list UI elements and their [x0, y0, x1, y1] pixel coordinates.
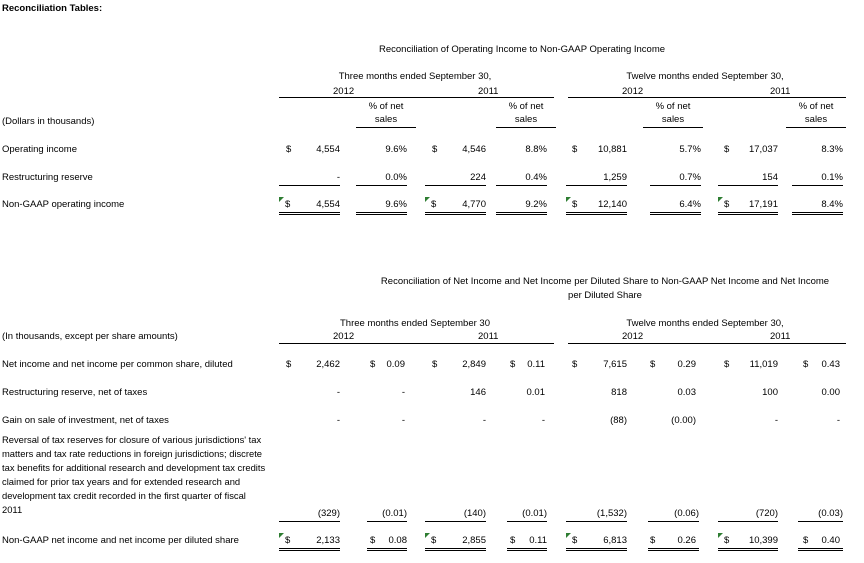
- currency-symbol: $: [286, 144, 292, 155]
- table1-row-label: Operating income: [2, 144, 77, 155]
- table-cell: 10,399: [748, 535, 778, 546]
- currency-symbol: $: [572, 199, 578, 210]
- table-cell: 0.01: [526, 387, 545, 398]
- table-cell: 100: [762, 387, 778, 398]
- table-cell: -: [401, 415, 405, 426]
- currency-symbol: $: [285, 535, 291, 546]
- table-cell: 0.7%: [650, 172, 701, 186]
- table-cell: 6,813: [603, 535, 627, 546]
- table-cell: (140): [425, 508, 486, 522]
- table-cell: 0.00: [821, 387, 840, 398]
- currency-symbol: $: [724, 144, 730, 155]
- table-cell: 4,554: [316, 199, 340, 210]
- table-cell-total: [425, 535, 486, 551]
- currency-symbol: $: [572, 144, 578, 155]
- table-cell: -: [401, 387, 405, 398]
- table-cell: (0.06): [648, 508, 699, 522]
- table1-period-12m: Twelve months ended September 30,: [626, 71, 784, 82]
- table2-unit-label: (In thousands, except per share amounts): [2, 331, 178, 342]
- table1-pct-header: sales: [643, 114, 703, 128]
- currency-symbol: $: [370, 535, 376, 546]
- table1-pct-header: % of net: [368, 101, 404, 112]
- currency-symbol: $: [803, 535, 809, 546]
- table-cell-total: [279, 535, 340, 551]
- table-cell: -: [482, 415, 486, 426]
- table-cell: 8.4%: [792, 199, 843, 215]
- table-cell: -: [336, 415, 340, 426]
- table1-pct-header: % of net: [655, 101, 691, 112]
- table1-year-2012-3m: 2012: [333, 86, 355, 97]
- currency-symbol: $: [650, 359, 656, 370]
- table-cell: 0.11: [527, 359, 545, 370]
- table1-header-rule-12m: [568, 97, 846, 98]
- table1-pct-header: sales: [356, 114, 416, 128]
- table-cell: 17,037: [748, 144, 778, 155]
- table-cell: 7,615: [603, 359, 627, 370]
- table-cell: 2,462: [316, 359, 340, 370]
- table-cell: -: [279, 172, 340, 186]
- table2-header-rule-3m: [279, 343, 554, 344]
- table2-header-rule-12m: [568, 343, 846, 344]
- table-cell: 0.40: [821, 535, 840, 546]
- table-cell: 10,881: [597, 144, 627, 155]
- table-cell: 1,259: [566, 172, 627, 186]
- currency-symbol: $: [510, 359, 516, 370]
- page-title: Reconciliation Tables:: [2, 3, 103, 14]
- table1-row-label: Non-GAAP operating income: [2, 199, 125, 210]
- currency-symbol: $: [431, 535, 437, 546]
- table-cell-total: [566, 199, 627, 215]
- table-cell: 4,546: [462, 144, 486, 155]
- table-cell: 0.08: [388, 535, 407, 546]
- table-cell: 0.0%: [356, 172, 407, 186]
- table-cell-total: [367, 535, 407, 551]
- table1-year-2012-12m: 2012: [622, 86, 644, 97]
- table-cell: -: [836, 415, 840, 426]
- table-cell: 154: [718, 172, 778, 186]
- currency-symbol: $: [432, 144, 438, 155]
- table-cell: 2,849: [462, 359, 486, 370]
- table-cell-total: [425, 199, 486, 215]
- table-cell: (0.03): [798, 508, 843, 522]
- table-cell-total: [718, 199, 778, 215]
- table-cell: 12,140: [597, 199, 627, 210]
- table-cell: 11,019: [749, 359, 778, 370]
- currency-symbol: $: [803, 359, 809, 370]
- table-cell: (88): [610, 415, 627, 426]
- currency-symbol: $: [432, 359, 438, 370]
- table-cell: 0.03: [677, 387, 696, 398]
- table2-year-2012-3m: 2012: [333, 331, 355, 342]
- table-cell: 0.26: [677, 535, 696, 546]
- table2-title: per Diluted Share: [568, 290, 642, 301]
- table-cell: 224: [425, 172, 486, 186]
- table-cell: (720): [718, 508, 778, 522]
- currency-symbol: $: [572, 359, 578, 370]
- table1-year-2011-3m: 2011: [478, 86, 499, 97]
- table-cell: -: [336, 387, 340, 398]
- table-cell: 0.43: [821, 359, 840, 370]
- currency-symbol: $: [724, 359, 730, 370]
- currency-symbol: $: [650, 535, 656, 546]
- table-cell: -: [774, 415, 778, 426]
- table2-title: Reconciliation of Net Income and Net Income per Diluted Share to Non-GAAP Net Income and Net Income: [380, 276, 830, 287]
- table2-row-label: Gain on sale of investment, net of taxes: [2, 415, 169, 426]
- table-cell: -: [541, 415, 545, 426]
- table-cell: 2,855: [462, 535, 486, 546]
- table-cell: 9.2%: [496, 199, 547, 215]
- table2-row-label: Reversal of tax reserves for closure of various jurisdictions' tax matters and tax rate reductions in foreign jurisdictions; discrete tax benefits for additional research and development tax credits claimed for prior tax years and for extended research and development tax credit recorded in the first quarter of fiscal 2011: [2, 434, 266, 515]
- table-cell: 8.8%: [525, 144, 547, 155]
- currency-symbol: $: [370, 359, 376, 370]
- table2-row-label: Net income and net income per common share, diluted: [2, 359, 233, 370]
- table1-header-rule-3m: [279, 97, 554, 98]
- table-cell: (0.01): [367, 508, 407, 522]
- table-cell: (329): [279, 508, 340, 522]
- table-cell: 0.4%: [496, 172, 547, 186]
- table-cell: 0.29: [677, 359, 696, 370]
- table2-year-2012-12m: 2012: [622, 331, 644, 342]
- table-cell: 4,770: [462, 199, 486, 210]
- table1-pct-header: % of net: [798, 101, 834, 112]
- table2-row-label: Restructuring reserve, net of taxes: [2, 387, 148, 398]
- currency-symbol: $: [285, 199, 291, 210]
- table-cell: 9.6%: [385, 144, 407, 155]
- table2-year-2011-3m: 2011: [478, 331, 499, 342]
- table-cell: (0.01): [507, 508, 547, 522]
- table-cell: (0.00): [671, 415, 696, 426]
- table1-period-3m: Three months ended September 30,: [338, 71, 492, 82]
- table1-pct-header: sales: [786, 114, 846, 128]
- table2-row-label: Non-GAAP net income and net income per diluted share: [2, 535, 239, 546]
- table-cell: 4,554: [316, 144, 340, 155]
- currency-symbol: $: [724, 199, 730, 210]
- table-cell-total: [507, 535, 547, 551]
- table-cell-total: [718, 535, 778, 551]
- table-cell: 17,191: [748, 199, 778, 210]
- currency-symbol: $: [286, 359, 292, 370]
- table1-unit-label: (Dollars in thousands): [2, 116, 95, 127]
- table2-period-3m: Three months ended September 30: [340, 318, 490, 329]
- currency-symbol: $: [431, 199, 437, 210]
- table2-period-12m: Twelve months ended September 30,: [626, 318, 784, 329]
- table-cell: 146: [470, 387, 486, 398]
- currency-symbol: $: [572, 535, 578, 546]
- table1-year-2011-12m: 2011: [770, 86, 791, 97]
- table-cell: 8.3%: [821, 144, 843, 155]
- currency-symbol: $: [724, 535, 730, 546]
- table-cell: 818: [611, 387, 627, 398]
- table-cell: 2,133: [316, 535, 340, 546]
- currency-symbol: $: [510, 535, 516, 546]
- table-cell: (1,532): [566, 508, 627, 522]
- table-cell: 0.11: [529, 535, 547, 546]
- table1-pct-header: sales: [496, 114, 556, 128]
- table2-year-2011-12m: 2011: [770, 331, 791, 342]
- table1-pct-header: % of net: [508, 101, 544, 112]
- table-cell: 5.7%: [679, 144, 701, 155]
- table-cell: 0.1%: [792, 172, 843, 186]
- table-cell-total: [648, 535, 699, 551]
- table1-title: Reconciliation of Operating Income to Non-GAAP Operating Income: [379, 44, 666, 55]
- table-cell-total: [566, 535, 627, 551]
- table-cell-total: [798, 535, 843, 551]
- table-cell: 6.4%: [650, 199, 701, 215]
- table1-row-label: Restructuring reserve: [2, 172, 93, 183]
- table-cell-total: [279, 199, 340, 215]
- table-cell: 0.09: [386, 359, 405, 370]
- table-cell: 9.6%: [356, 199, 407, 215]
